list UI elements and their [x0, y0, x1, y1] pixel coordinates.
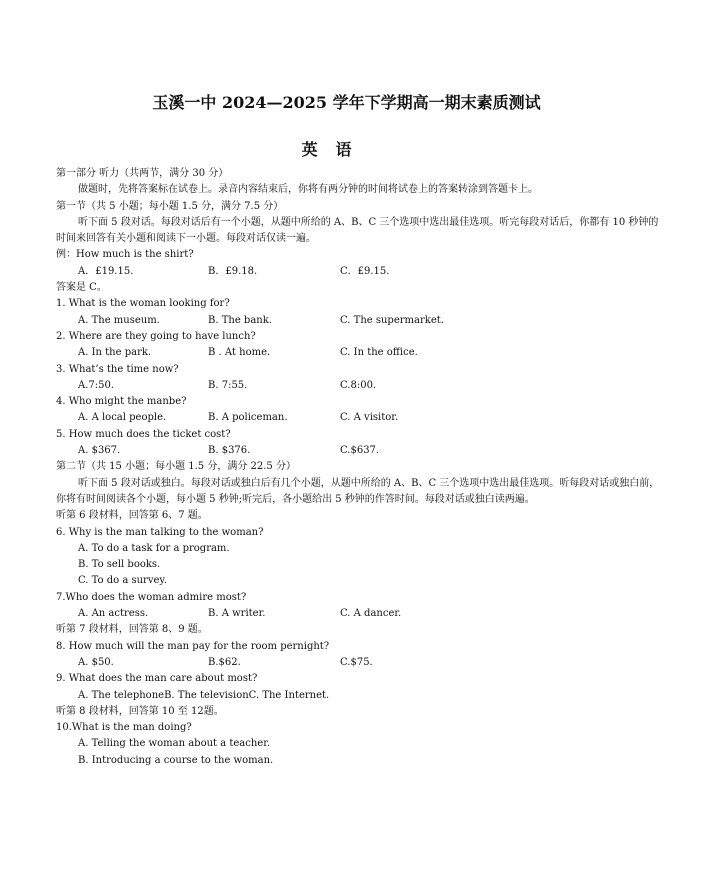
option-c: C. A dancer.: [340, 608, 402, 620]
option-a: A．£19.15.: [78, 265, 134, 277]
question-10: 10.What is the man doing?: [56, 722, 192, 734]
material-6-instruction: 听第 6 段材料，回答第 6、7 题。: [56, 510, 208, 522]
option-b: B. A policeman.: [208, 412, 288, 424]
option-a: A. To do a task for a program.: [78, 542, 230, 554]
question-3-options: [56, 378, 666, 394]
option-c: C.$75.: [340, 656, 373, 668]
option-a: A. An actress.: [78, 608, 149, 620]
question-7: 7.Who does the woman admire most?: [56, 591, 247, 603]
option-c: C.$637.: [340, 445, 380, 457]
question-6: 6. Why is the man talking to the woman?: [56, 526, 264, 538]
option-b: B. A writer.: [208, 608, 266, 620]
option-b: B . At home.: [208, 347, 271, 359]
question-1-options: [56, 313, 666, 329]
option-a: A. $367.: [78, 445, 121, 457]
option-c: C. In the office.: [340, 347, 418, 359]
question-8-options: [56, 655, 666, 671]
option-a: A. Telling the woman about a teacher.: [78, 738, 271, 750]
option-b: B. The bank.: [208, 314, 272, 326]
option-a: A.7:50.: [78, 379, 115, 391]
option-b: B. To sell books.: [78, 559, 161, 571]
option-c: C.8:00.: [340, 379, 377, 391]
option-b: B.$62.: [208, 656, 241, 668]
question-4: 4. Who might the manbe?: [56, 396, 187, 408]
option-b: B. 7:55.: [208, 379, 248, 391]
option-c: C. The supermarket.: [340, 314, 444, 326]
question-2-options: [56, 345, 666, 361]
question-5-options: [56, 443, 666, 459]
question-9-options: [56, 688, 666, 704]
exam-title: 玉溪一中 2024—2025 学年下学期高一期末素质测试: [152, 93, 541, 112]
option-a: A. A local people.: [78, 412, 167, 424]
part1-intro: 做题时，先将答案标在试卷上。录音内容结束后，你将有两分钟的时间将试卷上的答案转涂到答题卡上。: [78, 184, 538, 196]
option-a: A. In the park.: [78, 347, 152, 359]
question-2: 2. Where are they going to have lunch?: [56, 330, 256, 342]
question-4-options: [56, 410, 666, 426]
option-b: B. Introducing a course to the woman.: [78, 754, 274, 766]
option-b: B. $376.: [208, 445, 251, 457]
option-a: A. $50.: [78, 656, 114, 668]
part1-heading: 第一部分 听力（共两节，满分 30 分）: [56, 168, 229, 179]
option-c: C. The Internet.: [248, 689, 330, 701]
question-5: 5. How much does the ticket cost?: [56, 428, 231, 440]
exam-content: [56, 166, 666, 769]
material-8-instruction: 听第 8 段材料，回答第 10 至 12题。: [56, 705, 224, 717]
section2-intro: 听下面 5 段对话或独白。每段对话或独白后有几个小题，从题中所给的 A、B、C 三个选项中选出最佳选项。听每段对话或独白前，你将有时间阅读各个小题，每小题 5 秒钟;听完后，各小题给出 5 秒钟的作答时间。每段对话或独白读两遍。: [56, 477, 660, 505]
question-9: 9. What does the man care about most?: [56, 673, 258, 685]
question-3: 3. What’s the time now?: [56, 363, 179, 375]
question-8: 8. How much will the man pay for the room pernight?: [56, 640, 330, 652]
option-a: A. The museum.: [78, 314, 160, 326]
option-b: B. The television: [164, 689, 249, 701]
example-question: 例：How much is the shirt?: [56, 249, 194, 261]
question-1: 1. What is the woman looking for?: [56, 298, 230, 310]
example-options: [56, 264, 666, 280]
option-a: A. The telephone: [78, 689, 165, 701]
option-c: C. To do a survey.: [78, 575, 167, 587]
option-c: C．£9.15.: [340, 265, 390, 277]
example-answer: 答案是 C。: [56, 282, 107, 294]
question-7-options: [56, 606, 666, 622]
material-7-instruction: 听第 7 段材料，回答第 8、9 题。: [56, 624, 208, 636]
option-b: B．£9.18.: [208, 265, 258, 277]
exam-subject: 英语: [301, 140, 370, 159]
option-c: C. A visitor.: [340, 412, 399, 424]
section1-intro: 听下面 5 段对话。每段对话后有一个小题，从题中所给的 A、B、C 三个选项中选出最佳选项。听完每段对话后，你都有 10 秒钟的时间来回答有关小题和阅读下一小题。每段对话仅读一遍。: [56, 216, 659, 245]
section1-heading: 第一节（共 5 小题；每小题 1.5 分，满分 7.5 分）: [56, 200, 284, 212]
section2-heading: 第二节（共 15 小题；每小题 1.5 分，满分 22.5 分）: [56, 461, 296, 473]
